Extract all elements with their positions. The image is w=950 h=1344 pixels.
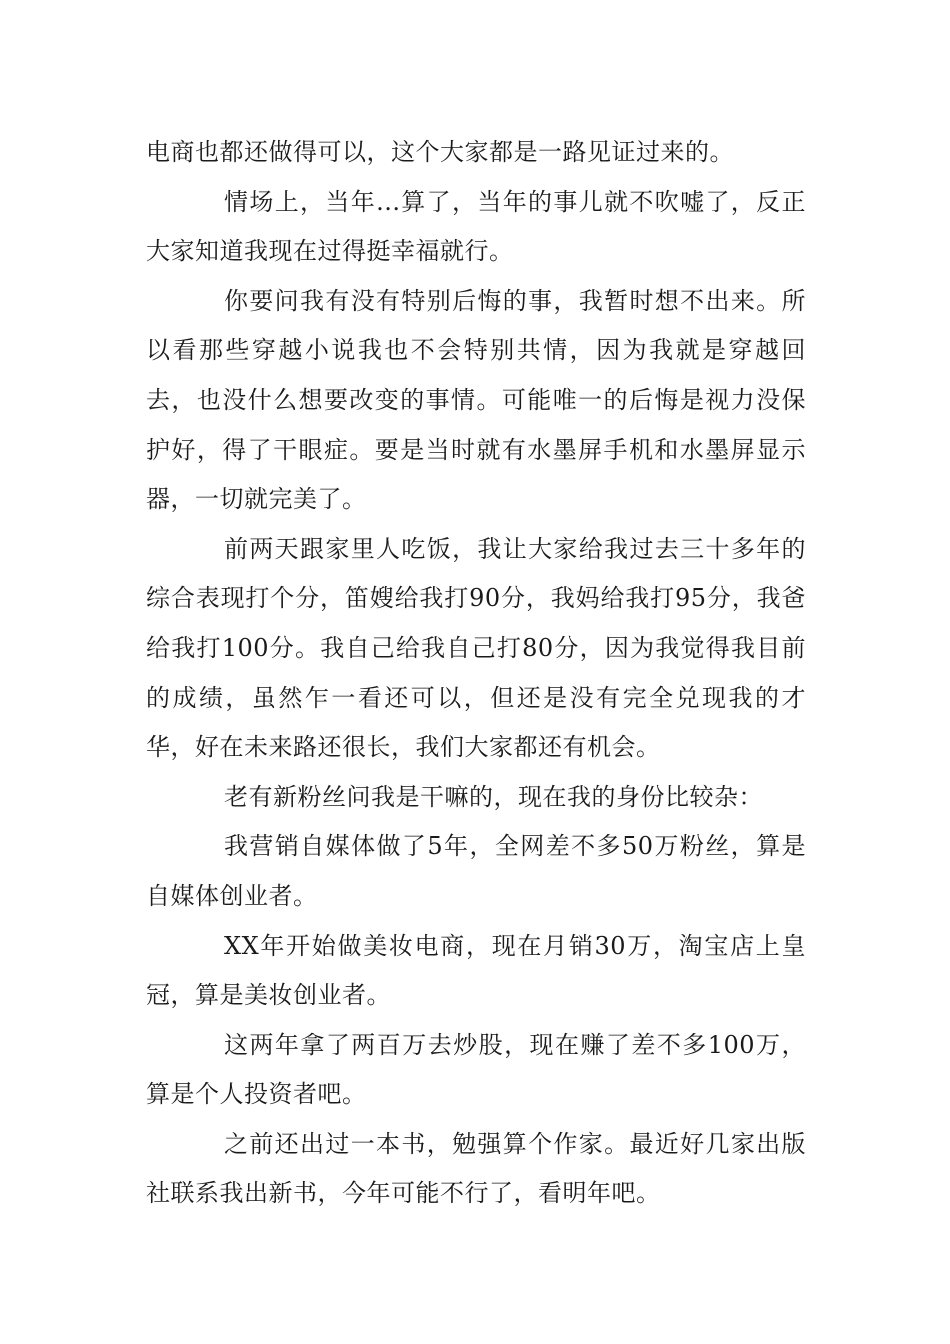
paragraph-author: 之前还出过一本书，勉强算个作家。最近好几家出版社联系我出新书，今年可能不行了，看明年吧。 — [146, 1129, 806, 1208]
paragraph-ecommerce-continued: 电商也都还做得可以，这个大家都是一路见证过来的。 — [146, 138, 734, 166]
paragraph-regrets: 你要问我有没有特别后悔的事，我暂时想不出来。所以看那些穿越小说我也不会特别共情，因为我就是穿越回去，也没什么想要改变的事情。可能唯一的后悔是视力没保护好，得了干眼症。要是当时就有水墨屏手机和水墨屏显示器，一切就完美了。 — [146, 286, 806, 514]
paragraph-beauty-ecommerce: XX年开始做美妆电商，现在月销30万，淘宝店上皇冠，算是美妆创业者。 — [146, 931, 806, 1010]
document-body — [146, 128, 806, 1219]
paragraph-identity-intro: 老有新粉丝问我是干嘛的，现在我的身份比较杂： — [224, 782, 763, 811]
paragraph-family-scores: 前两天跟家里人吃饭，我让大家给我过去三十多年的综合表现打个分，笛嫂给我打90分，我妈给我打95分，我爸给我打100分。我自己给我自己打80分，因为我觉得我目前的成绩，虽然乍一看还可以，但还是没有完全兑现我的才华，好在未来路还很长，我们大家都还有机会。 — [146, 534, 806, 762]
paragraph-investing: 这两年拿了两百万去炒股，现在赚了差不多100万，算是个人投资者吧。 — [146, 1030, 806, 1109]
paragraph-self-media: 我营销自媒体做了5年，全网差不多50万粉丝，算是自媒体创业者。 — [146, 832, 806, 910]
paragraph-love-life: 情场上，当年...算了，当年的事儿就不吹嘘了，反正大家知道我现在过得挺幸福就行。 — [146, 187, 806, 266]
